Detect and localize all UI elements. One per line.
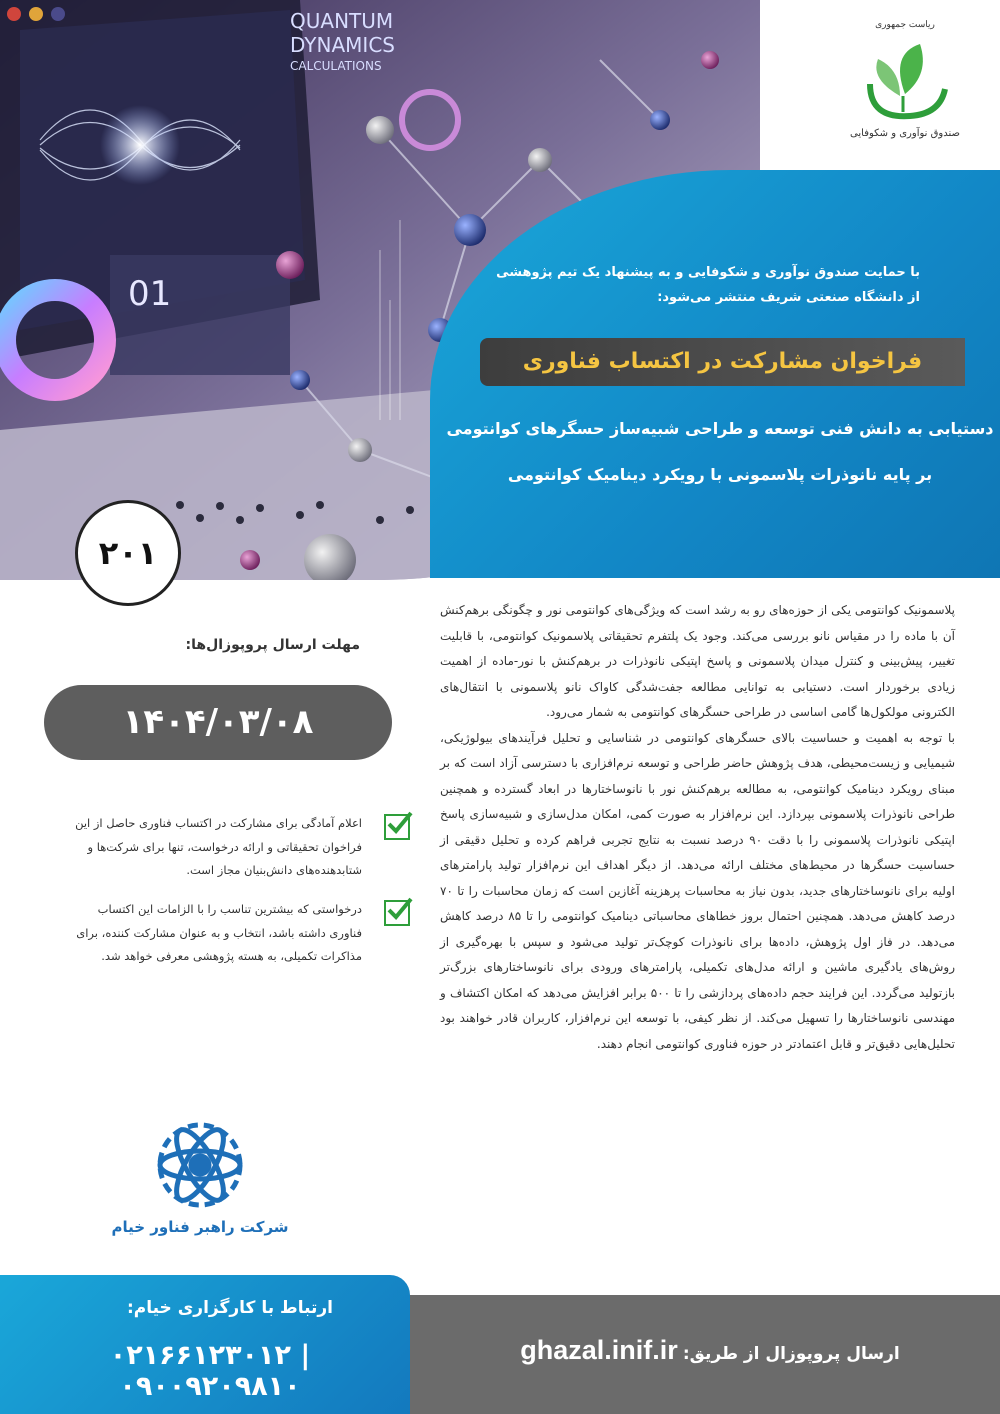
page-title: فراخوان مشارکت در اکتساب فناوری [480,338,965,386]
check-item-text: اعلام آمادگی برای مشارکت در اکتساب فناوری حاصل از این فراخوان تحقیقاتی و ارائه درخواست، تنها برای شرکت‌ها و شتابدهنده‌های دانش‌بنیان مجاز است. [75,816,362,877]
deadline-label: مهلت ارسال پروپوزال‌ها: [185,637,360,653]
checkbox-icon [384,900,410,926]
check-item-text: درخواستی که بیشترین تناسب را با الزامات این اکتساب فناوری داشته باشد، انتخاب و به عنوان مشارکت کننده، برای مذاکرات تکمیلی، به هسته پژوهشی معرفی خواهد شد. [76,902,362,963]
innovation-fund-logo [850,20,960,150]
contact-phones[interactable]: ۰۲۱۶۶۱۲۳۰۱۲ | ۰۹۰۰۹۲۰۹۸۱۰ [109,1340,311,1402]
checkbox-icon [384,814,410,840]
art-title-1: QUANTUM [290,9,394,33]
subtitle-line-2: بر پایه نانوذرات پلاسمونی با رویکرد دینامیک کوانتومی [507,465,933,484]
paragraph-1: پلاسمونیک کوانتومی یکی از حوزه‌های رو به رشد است که ویژگی‌های کوانتومی نور و چگونگی برهم‌کنش آن با ماده را در مقیاس نانو بررسی می‌کند. وجود یک پلتفرم تحقیقاتی پلاسمونیک کوانتومی، با قابلیت تغییر، پیش‌بینی و کنترل میدان پلاسمونی و پاسخ اپتیکی نانوذرات در برهم‌کنش با نور-ماده از اهمیت زیادی برخوردار است. دستیابی به توانایی مطالعه جفت‌شدگی کاواک نانو پلاسمونی با انتقال‌های الکترونی مولکول‌ها گامی اساسی در طراحی حسگرهای کوانتومی به شمار می‌رود. [440,603,955,719]
intro-text: با حمایت صندوق نوآوری و شکوفایی و به پیشنهاد یک تیم پژوهشی از دانشگاه صنعتی شریف منتشر می‌شود: [496,265,920,305]
call-number-badge: ۲۰۱ [75,500,181,606]
subtitle-line-1: دستیابی به دانش فنی توسعه و طراحی شبیه‌ساز حسگرهای کوانتومی [446,419,994,438]
contact-label: ارتباط با کارگزاری خیام: [126,1298,334,1318]
screen-number: 01 [128,274,172,314]
leaf-logo-icon [850,34,960,124]
submit-line [480,1335,940,1366]
submit-url-link[interactable]: ghazal.inif.ir [520,1335,678,1365]
logo-caption-top: ریاست جمهوری [875,20,935,30]
art-title-3: CALCULATIONS [290,59,382,73]
logo-caption-bottom: صندوق نوآوری و شکوفایی [850,128,960,139]
company-name: شرکت راهبر فناور خیام [111,1218,289,1236]
deadline-date: ۱۴۰۴/۰۳/۰۸ [44,685,392,760]
paragraph-2: با توجه به اهمیت و حساسیت بالای حسگرهای کوانتومی در شناسایی و تحلیل فرآیندهای بیولوژیکی، شیمیایی و زیست‌محیطی، هدف پژوهش حاضر طراحی و توسعه نرم‌افزاری با دسترسی آزاد است که بر مبنای رویکرد دینامیک کوانتومی، به مطالعه برهم‌کنش نور با نانوساختارها در ابعاد گسترده و همچنین طراحی نانوذرات پلاسمونی بپردازد. این نرم‌افزار به صورت کمی، امکان مدل‌سازی و شبیه‌سازی پاسخ اپتیکی نانوذرات پلاسمونی را با دقت ۹۰ درصد نسبت به نتایج تجربی فراهم کرده و تحلیل دقیقی از حساسیت حسگرها در محیط‌های مختلف ارائه می‌دهد. از دیگر اهداف این نرم‌افزار تولید پارامترهای اولیه برای نانوساختارهای جدید، بدون نیاز به محاسبات پرهزینه آغازین است که زمان محاسبات را تا ۷۰ درصد کاهش می‌دهد. همچنین احتمال بروز خطاهای محاسباتی دینامیک کوانتومی را تا ۸۵ درصد کاهش می‌دهد. در فاز اول پژوهش، داده‌ها برای نانوذرات کوچک‌تر تولید می‌شود و سپس با بهره‌گیری از روش‌های یادگیری ماشین و ارائه مدل‌های تکمیلی، پارامترهای ورودی برای نانوساختارهای بزرگ‌تر بازتولید می‌گردد. این فرایند حجم داده‌های پردازشی را تا ۵۰۰ برابر افزایش می‌دهد که امکان اکتشاف و مهندسی نانوساختارها را تسهیل می‌کند. از نظر کیفی، با توسعه این نرم‌افزار، کاربران قادر خواهند بود تحلیل‌هایی دقیق‌تر و قابل اعتمادتر در حوزه فناوری کوانتومی انجام دهند. [440,730,955,1051]
description [440,598,955,1057]
subtitle [440,406,1000,498]
submit-label: ارسال پروپوزال از طریق: [682,1344,900,1364]
art-title-2: DYNAMICS [290,33,395,57]
hero-section [0,0,1000,580]
